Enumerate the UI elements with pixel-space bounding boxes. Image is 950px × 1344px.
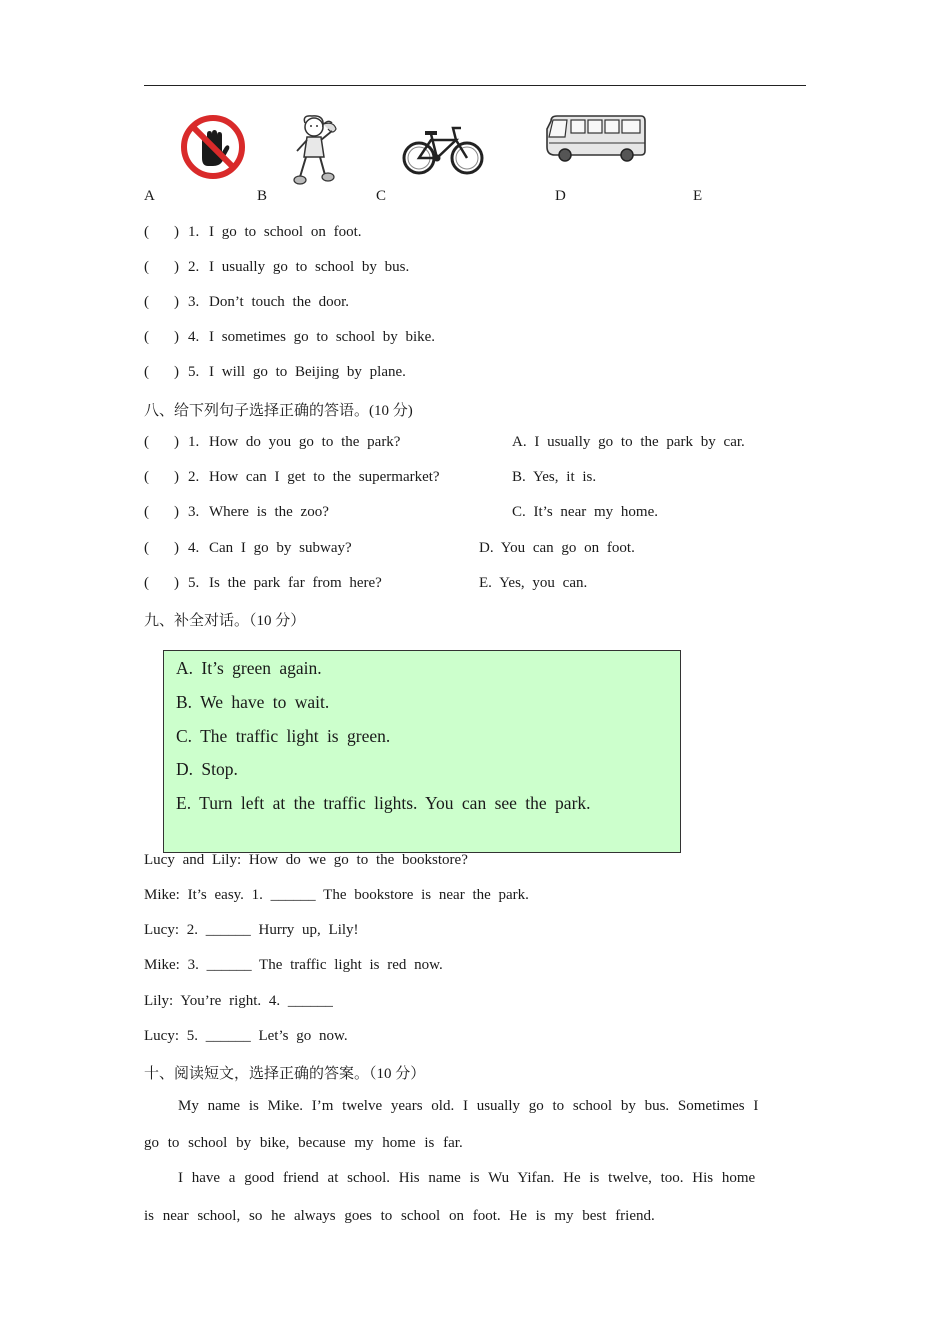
section-9-heading: 九、补全对话。（10 分） (144, 613, 306, 629)
answer-paren-close: ) (174, 364, 179, 380)
stop-hand-sign-icon (180, 114, 246, 180)
answer-option: B. Yes, it is. (512, 469, 597, 485)
answer-paren-close: ) (174, 575, 179, 591)
question-text: How can I get to the supermarket? (209, 469, 440, 485)
answer-paren-close: ) (174, 469, 179, 485)
bicycle-icon (401, 122, 487, 178)
answer-paren-close: ) (174, 259, 179, 275)
answer-paren-open[interactable]: ( (144, 364, 149, 380)
picture-letter-b: B (257, 188, 268, 204)
answer-paren-open[interactable]: ( (144, 224, 149, 240)
item-number: 4. (188, 329, 200, 345)
answer-option: E. Yes, you can. (479, 575, 588, 591)
bus-icon (545, 113, 647, 163)
reading-paragraph-2-line-1: I have a good friend at school. His name is Wu Yifan. He is twelve, too. His home (178, 1170, 756, 1186)
question-text: How do you go to the park? (209, 434, 401, 450)
answer-option: D. You can go on foot. (479, 540, 635, 556)
picture-letter-a: A (144, 188, 155, 204)
picture-letter-d: D (555, 188, 566, 204)
reading-paragraph-2-line-2: is near school, so he always goes to school on foot. He is my best friend. (144, 1208, 655, 1224)
dialogue-line: Lucy and Lily: How do we go to the bookstore? (144, 852, 468, 868)
reading-paragraph-1-line-2: go to school by bike, because my home is far. (144, 1135, 463, 1151)
answer-paren-close: ) (174, 224, 179, 240)
answer-paren-open[interactable]: ( (144, 504, 149, 520)
item-text: I usually go to school by bus. (209, 259, 410, 275)
answer-paren-open[interactable]: ( (144, 259, 149, 275)
answer-paren-open[interactable]: ( (144, 329, 149, 345)
reading-paragraph-1-line-1: My name is Mike. I’m twelve years old. I usually go to school by bus. Sometimes I (178, 1098, 759, 1114)
picture-letter-c: C (376, 188, 387, 204)
answer-option: A. I usually go to the park by car. (512, 434, 745, 450)
question-text: Where is the zoo? (209, 504, 329, 520)
dialogue-option: B. We have to wait. (176, 692, 330, 712)
answer-paren-close: ) (174, 294, 179, 310)
item-text: I sometimes go to school by bike. (209, 329, 436, 345)
dialogue-line: Lily: You’re right. 4. ______ (144, 993, 333, 1009)
item-text: Don’t touch the door. (209, 294, 350, 310)
question-text: Can I go by subway? (209, 540, 352, 556)
answer-paren-open[interactable]: ( (144, 575, 149, 591)
item-number: 1. (188, 224, 200, 240)
dialogue-line: Lucy: 2. ______ Hurry up, Lily! (144, 922, 359, 938)
item-number: 3. (188, 294, 200, 310)
item-text: I go to school on foot. (209, 224, 362, 240)
answer-paren-close: ) (174, 329, 179, 345)
item-number: 5. (188, 364, 200, 380)
item-text: I will go to Beijing by plane. (209, 364, 406, 380)
question-number: 2. (188, 469, 200, 485)
top-rule (144, 85, 806, 86)
dialogue-line: Mike: 3. ______ The traffic light is red now. (144, 957, 443, 973)
answer-paren-close: ) (174, 540, 179, 556)
answer-paren-open[interactable]: ( (144, 294, 149, 310)
dialogue-line: Mike: It’s easy. 1. ______ The bookstore is near the park. (144, 887, 529, 903)
answer-paren-open[interactable]: ( (144, 469, 149, 485)
answer-paren-close: ) (174, 504, 179, 520)
dialogue-option: C. The traffic light is green. (176, 726, 391, 746)
section-8-heading: 八、给下列句子选择正确的答语。(10 分) (144, 403, 413, 419)
dialogue-option: D. Stop. (176, 759, 238, 779)
item-number: 2. (188, 259, 200, 275)
question-text: Is the park far from here? (209, 575, 382, 591)
picture-letter-e: E (693, 188, 703, 204)
question-number: 4. (188, 540, 200, 556)
question-number: 5. (188, 575, 200, 591)
question-number: 3. (188, 504, 200, 520)
dialogue-option: A. It’s green again. (176, 658, 322, 678)
section-10-heading: 十、阅读短文，选择正确的答案。（10 分） (144, 1066, 426, 1082)
question-number: 1. (188, 434, 200, 450)
walking-girl-icon (288, 113, 340, 189)
dialogue-option: E. Turn left at the traffic lights. You can see the park. (176, 793, 591, 813)
options-box (163, 650, 681, 853)
answer-paren-open[interactable]: ( (144, 434, 149, 450)
answer-paren-open[interactable]: ( (144, 540, 149, 556)
dialogue-line: Lucy: 5. ______ Let’s go now. (144, 1028, 348, 1044)
answer-paren-close: ) (174, 434, 179, 450)
answer-option: C. It’s near my home. (512, 504, 658, 520)
